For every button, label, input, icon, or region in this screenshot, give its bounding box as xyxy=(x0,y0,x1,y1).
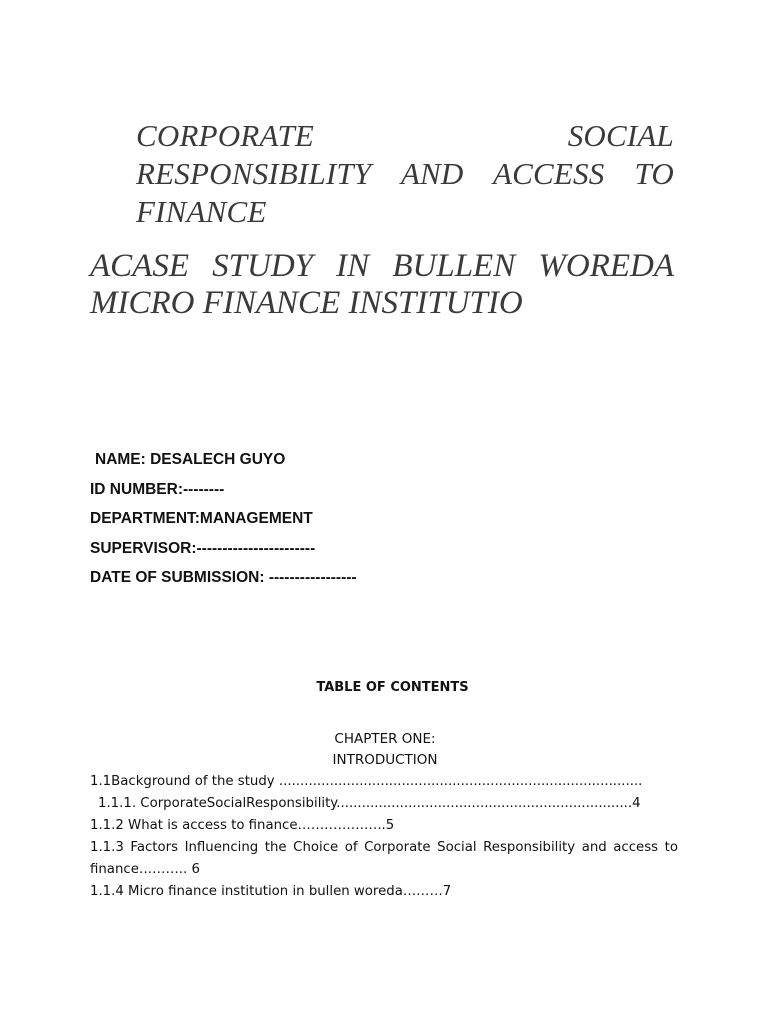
chapter-title: INTRODUCTION xyxy=(332,752,438,768)
supervisor-field: SUPERVISOR:----------------------- xyxy=(90,539,316,557)
title-line-2: RESPONSIBILITY AND ACCESS TO xyxy=(136,156,674,191)
student-name: NAME: DESALECH GUYO xyxy=(95,451,286,468)
student-department: DEPARTMENT:MANAGEMENT xyxy=(90,510,313,527)
chapter-heading xyxy=(0,729,768,771)
toc-entry: 1.1.4 Micro finance institution in bullen woreda………7 xyxy=(90,884,452,899)
toc-entry: 1.1.3 Factors Influencing the Choice of Corporate Social Responsibility and access to finance……….. 6 xyxy=(90,840,678,877)
document-subtitle xyxy=(90,248,674,322)
submission-date-field: DATE OF SUBMISSION: ----------------- xyxy=(90,569,357,586)
toc-entry: 1.1Background of the study ...................................................................................... xyxy=(90,774,643,789)
student-id-number: ID NUMBER:-------- xyxy=(90,480,225,498)
table-of-contents xyxy=(90,771,678,903)
subtitle-line-2: MICRO FINANCE INSTITUTIO xyxy=(90,285,523,321)
student-info-block xyxy=(90,448,357,596)
toc-heading: TABLE OF CONTENTS xyxy=(316,680,469,695)
toc-entry: 1.1.2 What is access to finance………………..5 xyxy=(90,818,395,833)
document-title xyxy=(136,117,674,231)
subtitle-line-1: ACASE STUDY IN BULLEN WOREDA xyxy=(90,248,674,284)
toc-entry: 1.1.1. CorporateSocialResponsibility......................................................................4 xyxy=(98,796,641,811)
title-line-3: FINANCE xyxy=(136,194,267,229)
title-line-1: CORPORATE SOCIAL xyxy=(136,118,674,153)
chapter-number: CHAPTER ONE: xyxy=(334,731,436,747)
